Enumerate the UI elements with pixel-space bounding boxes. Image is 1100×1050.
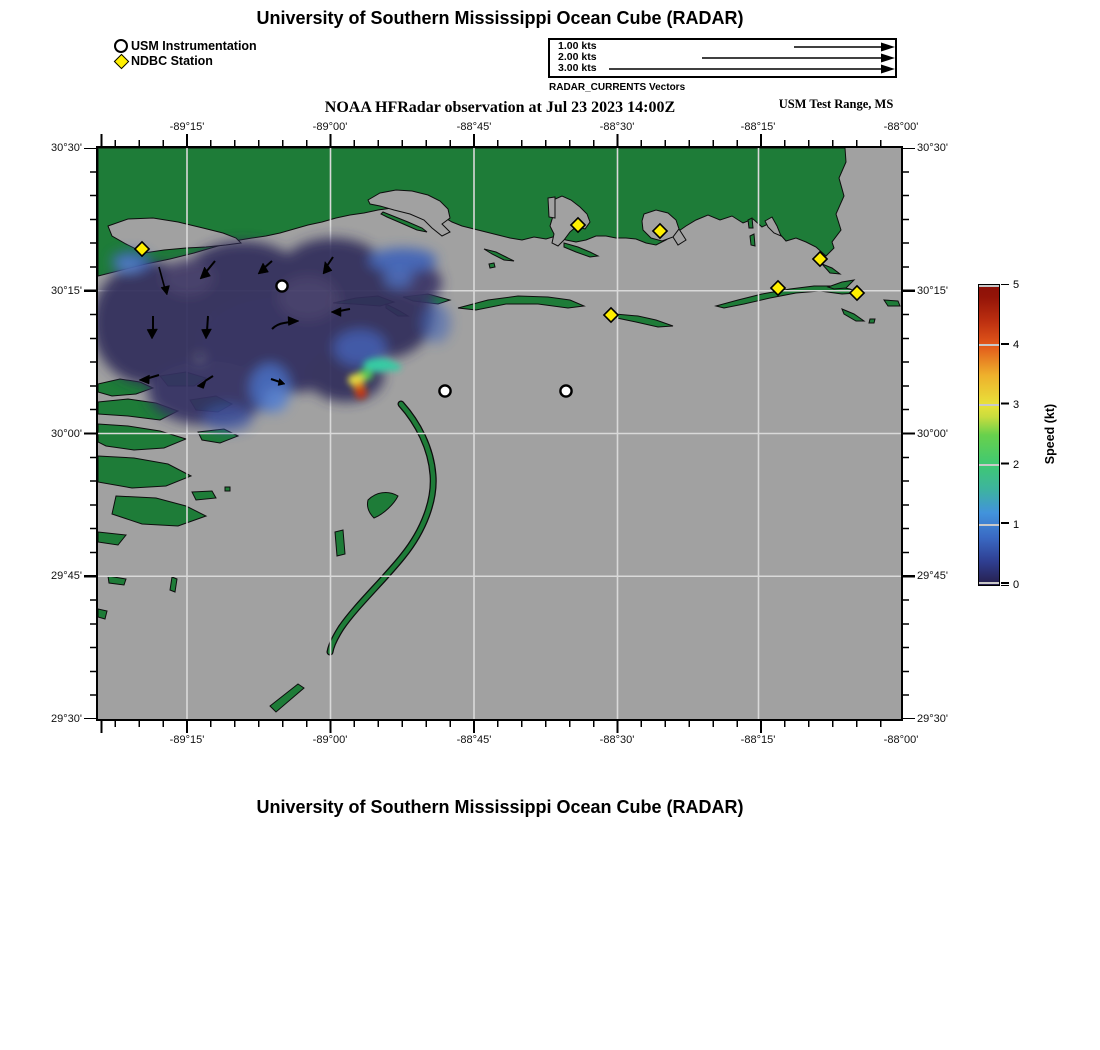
colorbar-tick-label: 3: [1013, 399, 1020, 411]
lat-label-right: 30°30': [917, 142, 948, 154]
bottom-minor-ticks: [98, 721, 901, 727]
lat-label-left: 29°45': [51, 570, 82, 582]
ndbc-station-marker: [849, 285, 863, 299]
lat-label-right: 29°30': [917, 713, 948, 725]
lat-label-left: 30°00': [51, 428, 82, 440]
bottom-major-ticks: [98, 721, 901, 733]
vector-scale-2kt: 2.00 kts: [558, 51, 597, 63]
colorbar-tick-label: 2: [1013, 459, 1020, 471]
lon-label-bottom: -89°00': [312, 734, 348, 746]
lat-label-right: 30°00': [917, 428, 948, 440]
page-title: University of Southern Mississippi Ocean Cube (RADAR): [256, 8, 744, 28]
chandeleur-islands: [330, 404, 433, 652]
usm-instrument-marker: [439, 385, 450, 396]
lon-label-bottom: -88°15': [740, 734, 776, 746]
lon-label-bottom: -89°15': [169, 734, 205, 746]
colorbar-title: Speed (kt): [1043, 403, 1057, 465]
colorbar-tick-label: 1: [1013, 519, 1020, 531]
lat-label-left: 30°15': [51, 285, 82, 297]
mobile-bit-2: [750, 234, 755, 246]
outlier-island-hook: [367, 492, 398, 517]
lat-label-right: 30°15': [917, 285, 948, 297]
map-canvas: [96, 146, 903, 721]
lon-label-top: -88°45': [456, 121, 492, 133]
vector-scale-3kt: 3.00 kts: [558, 62, 597, 74]
vector-scale-arrows-icon: [550, 40, 895, 76]
speed-colorbar: [978, 284, 1000, 586]
lon-label-top: -89°00': [312, 121, 348, 133]
nearshore-sliver: [484, 249, 514, 261]
usm-instrument-marker: [276, 280, 287, 291]
usm-instrumentation-icon: [114, 39, 128, 53]
bottom-title: University of Southern Mississippi Ocean Cube (RADAR): [256, 797, 744, 817]
lat-label-left: 29°30': [51, 713, 82, 725]
colorbar-ticks: [1001, 284, 1009, 586]
vector-scale-1kt: 1.00 kts: [558, 40, 597, 52]
usm-instrumentation-label: USM Instrumentation: [131, 39, 257, 53]
ndbc-station-label: NDBC Station: [131, 54, 213, 68]
lon-label-top: -89°15': [169, 121, 205, 133]
right-major-ticks: [903, 148, 915, 719]
vector-scale-caption: RADAR_CURRENTS Vectors: [549, 82, 686, 93]
mobile-bit-1: [748, 218, 753, 228]
ndbc-station-icon: [114, 54, 130, 70]
south-slanted-island: [270, 684, 304, 712]
nearshore-dot: [489, 263, 495, 268]
observation-subtitle: NOAA HFRadar observation at Jul 23 2023 14:00Z: [324, 99, 676, 116]
lon-label-bottom: -88°00': [883, 734, 919, 746]
lon-label-bottom: -88°45': [456, 734, 492, 746]
usm-instrument-marker: [560, 385, 571, 396]
lon-label-top: -88°00': [883, 121, 919, 133]
lat-label-right: 29°45': [917, 570, 948, 582]
top-major-ticks: [98, 134, 901, 146]
colorbar-tick-label: 5: [1013, 279, 1020, 291]
outlier-island-strip: [335, 530, 345, 556]
left-major-ticks: [84, 148, 96, 719]
test-range-label: USM Test Range, MS: [778, 97, 894, 111]
biloxi-river-channel: [548, 197, 555, 218]
colorbar-tick-label: 4: [1013, 339, 1020, 351]
ndbc-station-marker: [603, 307, 617, 321]
lon-label-top: -88°15': [740, 121, 776, 133]
lon-label-top: -88°30': [599, 121, 635, 133]
colorbar-tick-label: 0: [1013, 579, 1020, 591]
vector-scale-box: [548, 38, 897, 78]
lon-label-bottom: -88°30': [599, 734, 635, 746]
map-svg: [98, 148, 901, 719]
right-minor-ticks: [903, 148, 909, 719]
grand-bay-bit: [822, 264, 840, 274]
deer-island: [564, 243, 598, 257]
lat-label-left: 30°30': [51, 142, 82, 154]
